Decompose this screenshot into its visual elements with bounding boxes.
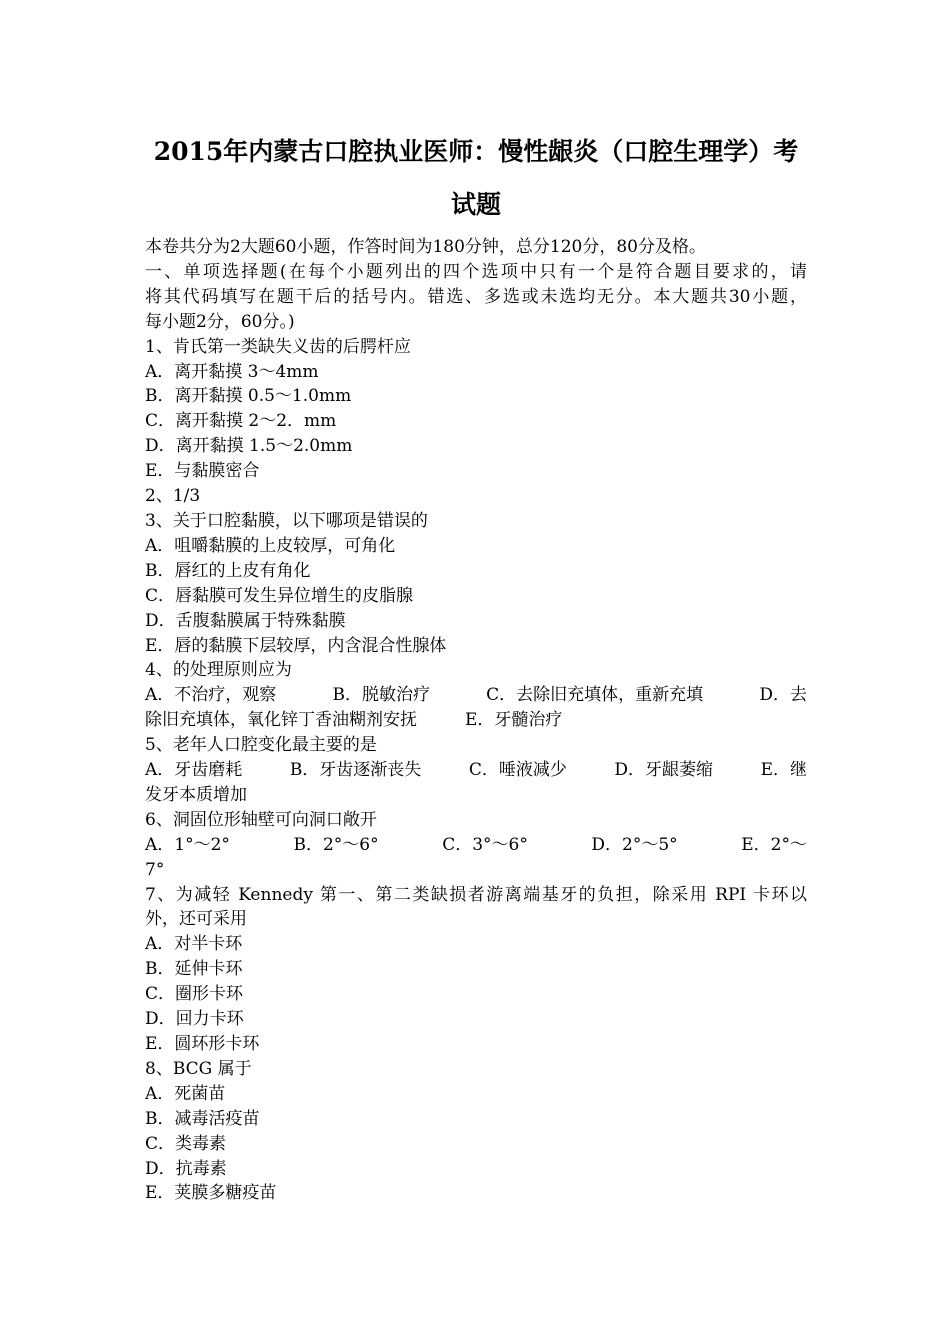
question-1-option-d: D．离开黏摸 1.5～2.0mm	[145, 436, 353, 457]
question-7-option-c: C．圈形卡环	[145, 984, 244, 1005]
page-title-line1: 2015年内蒙古口腔执业医师：慢性龈炎（口腔生理学）考	[153, 137, 799, 166]
question-5-option-e: E．继	[760, 760, 807, 781]
question-4-option-e: E．牙髓治疗	[465, 710, 563, 731]
question-8-option-e: E．荚膜多糖疫苗	[145, 1183, 277, 1204]
question-2-stem: 2、1/3	[145, 486, 201, 507]
question-7-stem-line2: 外，还可采用	[145, 909, 247, 930]
page-title-line2: 试题	[450, 190, 501, 219]
question-7-option-b: B．延伸卡环	[145, 959, 243, 980]
question-5-option-a: A．牙齿磨耗	[145, 760, 243, 781]
question-3-option-c: C．唇黏膜可发生异位增生的皮脂腺	[145, 585, 414, 606]
question-7-stem-line1: 7、为减轻 Kennedy 第一、第二类缺损者游离端基牙的负担，除采用 RPI 卡环以	[145, 884, 807, 905]
question-4-option-c: C．去除旧充填体，重新充填	[486, 685, 704, 706]
question-8-stem: 8、BCG 属于	[145, 1058, 252, 1079]
question-6-option-e-cont: 7°	[145, 859, 165, 880]
question-4-option-d-cont: 除旧充填体，氧化锌丁香油糊剂安抚	[145, 710, 417, 731]
question-6-option-a: A．1°～2°	[145, 834, 230, 855]
question-3-option-b: B．唇红的上皮有角化	[145, 560, 311, 581]
question-8-option-c: C．类毒素	[145, 1133, 227, 1154]
question-8-option-b: B．减毒活疫苗	[145, 1108, 260, 1129]
question-3-option-a: A．咀嚼黏膜的上皮较厚，可角化	[145, 535, 396, 556]
question-8-option-d: D．抗毒素	[145, 1158, 227, 1179]
question-7-option-d: D．回力卡环	[145, 1009, 244, 1030]
question-3-option-e: E．唇的黏膜下层较厚，内含混合性腺体	[145, 635, 447, 656]
question-4-option-a: A．不治疗，观察	[145, 685, 277, 706]
question-4-options-row2	[145, 708, 807, 733]
question-6-options-row1	[145, 833, 807, 858]
question-5-option-d: D．牙龈萎缩	[614, 760, 714, 781]
question-3-stem: 3、关于口腔黏膜，以下哪项是错误的	[145, 510, 428, 531]
question-6-option-b: B．2°～6°	[293, 834, 379, 855]
question-5-options-row1	[145, 758, 807, 783]
question-6-stem: 6、洞固位形轴壁可向洞口敞开	[145, 809, 377, 830]
question-1-option-c: C．离开黏摸 2～2．mm	[145, 411, 337, 432]
question-4-option-b: B．脱敏治疗	[332, 685, 430, 706]
question-6-option-d: D．2°～5°	[591, 834, 678, 855]
question-5-option-e-cont: 发牙本质增加	[145, 784, 247, 805]
question-1-option-a: A．离开黏摸 3～4mm	[145, 361, 319, 382]
question-3-option-d: D．舌腹黏膜属于特殊黏膜	[145, 610, 346, 631]
section1-line1: 一、单项选择题(在每个小题列出的四个选项中只有一个是符合题目要求的，请	[145, 261, 807, 282]
exam-intro: 本卷共分为2大题60小题，作答时间为180分钟，总分120分，80分及格。	[145, 237, 706, 257]
question-7-option-e: E．圆环形卡环	[145, 1034, 260, 1054]
question-5-option-b: B．牙齿逐渐丧失	[289, 760, 422, 781]
section1-line3: 每小题2分，60分。)	[145, 311, 295, 332]
question-1-option-e: E．与黏膜密合	[145, 461, 260, 482]
question-1-option-b: B．离开黏摸 0.5～1.0mm	[145, 386, 352, 407]
question-5-option-c: C．唾液减少	[468, 760, 567, 781]
question-8-option-a: A．死菌苗	[145, 1083, 226, 1104]
question-4-options-row1	[145, 683, 807, 708]
question-6-option-e: E．2°～	[741, 834, 807, 855]
question-4-stem: 4、的处理原则应为	[145, 660, 292, 681]
question-7-option-a: A．对半卡环	[145, 934, 243, 955]
question-4-option-d: D．去	[759, 685, 807, 706]
question-1-stem: 1、肯氏第一类缺失义齿的后腭杆应	[145, 336, 411, 357]
question-5-stem: 5、老年人口腔变化最主要的是	[145, 735, 377, 756]
question-6-option-c: C．3°～6°	[442, 834, 528, 855]
exam-body	[145, 235, 807, 1206]
section1-line2: 将其代码填写在题干后的括号内。错选、多选或未选均无分。本大题共30小题，	[145, 286, 807, 307]
